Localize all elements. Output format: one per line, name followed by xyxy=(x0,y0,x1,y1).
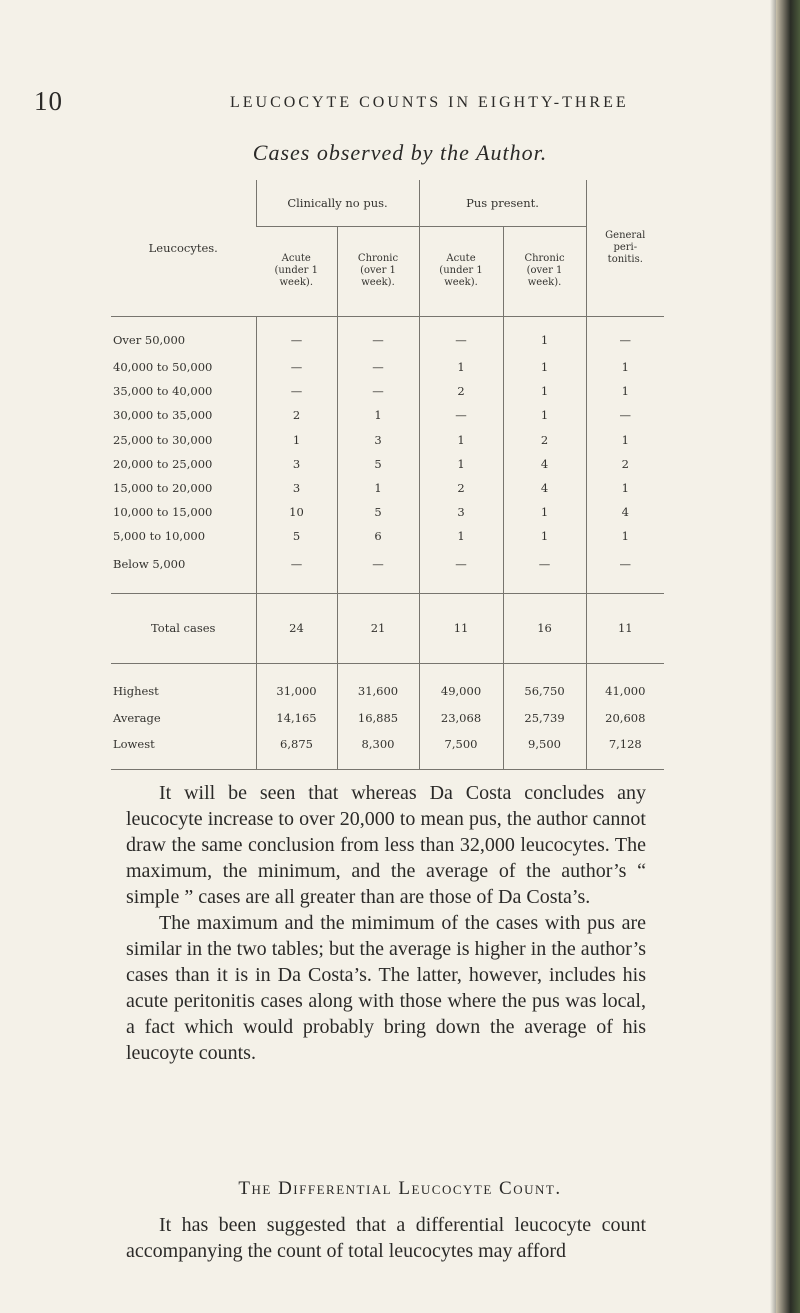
subcol-header xyxy=(503,226,586,316)
page-number: 10 xyxy=(34,86,63,116)
cell: — xyxy=(503,549,586,594)
cell: — xyxy=(337,379,419,403)
stat-row xyxy=(111,706,664,730)
cell: 8,300 xyxy=(337,730,419,769)
page-header xyxy=(34,86,734,120)
table-row xyxy=(111,428,664,452)
cell: 16,885 xyxy=(337,706,419,730)
cell: — xyxy=(337,355,419,379)
cell: 1 xyxy=(503,379,586,403)
subcol-header xyxy=(419,226,503,316)
leucocyte-table xyxy=(111,180,664,770)
section-heading: The Differential Leucocyte Count. xyxy=(238,1178,562,1199)
cell: 4 xyxy=(586,501,664,525)
cell: 41,000 xyxy=(586,664,664,706)
subcol-label: Acute (under 1 week). xyxy=(274,253,318,288)
cell: — xyxy=(586,404,664,428)
cell: 9,500 xyxy=(503,730,586,769)
cell: 1 xyxy=(586,379,664,403)
book-binding-edge xyxy=(776,0,800,1313)
cell: 20,608 xyxy=(586,706,664,730)
paragraph: The maximum and the mimimum of the cases with pus are similar in the two tables; but the average is higher in the author’s cases than it is in Da Costa’s. The latter, however, includes his acute peritonitis cases along with those where the pus was local, a fact which would probably bring down the average of his leucoyte counts. xyxy=(126,912,646,1064)
cell: 1 xyxy=(337,404,419,428)
cell: 25,739 xyxy=(503,706,586,730)
cell: 11 xyxy=(586,594,664,664)
cell: 1 xyxy=(337,476,419,500)
cell: 10 xyxy=(256,501,337,525)
total-label: Total cases xyxy=(111,594,256,664)
cell: 5 xyxy=(337,452,419,476)
body-text xyxy=(126,780,646,1066)
running-head: LEUCOCYTE COUNTS IN EIGHTY-THREE xyxy=(230,94,629,111)
subcol-label: Acute (under 1 week). xyxy=(439,253,483,288)
cell: 5 xyxy=(256,525,337,549)
subcol-label: Chronic (over 1 week). xyxy=(524,253,565,288)
cell: — xyxy=(586,316,664,355)
binding-shadow xyxy=(770,0,776,1313)
col-header-general-label: General peri- tonitis. xyxy=(605,229,646,265)
cell: 1 xyxy=(419,525,503,549)
group-header-no-pus: Clinically no pus. xyxy=(256,180,419,226)
total-row xyxy=(111,594,664,664)
row-header-cell xyxy=(111,180,256,316)
table-row xyxy=(111,501,664,525)
table-row xyxy=(111,452,664,476)
cell: 4 xyxy=(503,452,586,476)
row-label: 15,000 to 20,000 xyxy=(113,480,213,495)
cell: 56,750 xyxy=(503,664,586,706)
cell: — xyxy=(337,549,419,594)
cell: 1 xyxy=(586,428,664,452)
row-label: 5,000 to 10,000 xyxy=(113,529,206,544)
cell: 1 xyxy=(419,355,503,379)
cell: 49,000 xyxy=(419,664,503,706)
row-label: 30,000 to 35,000 xyxy=(113,408,213,423)
group-header-pus: Pus present. xyxy=(419,180,586,226)
cell: 2 xyxy=(419,379,503,403)
row-label: 40,000 to 50,000 xyxy=(113,359,213,374)
subcol-header xyxy=(337,226,419,316)
row-label: 25,000 to 30,000 xyxy=(113,432,213,447)
cell: — xyxy=(586,549,664,594)
cell: 1 xyxy=(419,428,503,452)
cell: 31,000 xyxy=(256,664,337,706)
row-label: Below 5,000 xyxy=(113,556,186,571)
table-row xyxy=(111,316,664,355)
cell: 1 xyxy=(586,525,664,549)
cell: 23,068 xyxy=(419,706,503,730)
cell: 1 xyxy=(586,476,664,500)
stat-row xyxy=(111,664,664,706)
cell: 5 xyxy=(337,501,419,525)
cell: — xyxy=(419,404,503,428)
cell: 24 xyxy=(256,594,337,664)
cell: 2 xyxy=(586,452,664,476)
col-header-general xyxy=(586,180,664,316)
cell: — xyxy=(337,316,419,355)
cell: 31,600 xyxy=(337,664,419,706)
cell: 2 xyxy=(419,476,503,500)
table-row xyxy=(111,404,664,428)
cell: 3 xyxy=(256,452,337,476)
row-label: Highest xyxy=(111,664,256,706)
table-row xyxy=(111,476,664,500)
cell: 1 xyxy=(503,316,586,355)
cell: 14,165 xyxy=(256,706,337,730)
cell: — xyxy=(256,355,337,379)
cell: 1 xyxy=(503,355,586,379)
table-row xyxy=(111,525,664,549)
cell: 1 xyxy=(503,525,586,549)
cell: 1 xyxy=(419,452,503,476)
row-label: 35,000 to 40,000 xyxy=(113,384,213,399)
cell: 7,128 xyxy=(586,730,664,769)
cell: 1 xyxy=(256,428,337,452)
cell: — xyxy=(419,549,503,594)
row-label: Over 50,000 xyxy=(113,333,186,348)
cell: 4 xyxy=(503,476,586,500)
cell: 1 xyxy=(503,501,586,525)
cell: 11 xyxy=(419,594,503,664)
cell: 2 xyxy=(503,428,586,452)
cell: 6 xyxy=(337,525,419,549)
row-label: Average xyxy=(113,710,161,725)
row-label: 10,000 to 15,000 xyxy=(113,505,213,520)
paragraph: It will be seen that whereas Da Costa concludes any leucocyte increase to over 20,000 to mean pus, the author cannot draw the same conclusion from less than 32,000 leucocytes. The maximum, the minimum, and the average of the author’s “ simple ” cases are all greater than are those of Da Costa’s. xyxy=(126,782,646,908)
paragraph: It has been suggested that a differential leucocyte count accompanying the count of total leucocytes may afford xyxy=(126,1214,646,1262)
cell: 2 xyxy=(256,404,337,428)
cell: 3 xyxy=(337,428,419,452)
table-caption: Cases observed by the Author. xyxy=(252,140,548,165)
row-header: Leucocytes. xyxy=(148,240,218,255)
subcol-label: Chronic (over 1 week). xyxy=(357,253,399,288)
cell: — xyxy=(419,316,503,355)
cell: 3 xyxy=(256,476,337,500)
cell: 16 xyxy=(503,594,586,664)
subcol-header xyxy=(256,226,337,316)
table-row xyxy=(111,549,664,594)
cell: — xyxy=(256,316,337,355)
stat-row xyxy=(111,730,664,769)
row-label: 20,000 to 25,000 xyxy=(113,456,213,471)
cell: — xyxy=(256,549,337,594)
cell: 6,875 xyxy=(256,730,337,769)
cell: 1 xyxy=(586,355,664,379)
cell: 3 xyxy=(419,501,503,525)
cell: 1 xyxy=(503,404,586,428)
table-row xyxy=(111,379,664,403)
row-label: Lowest xyxy=(113,737,155,752)
cell: — xyxy=(256,379,337,403)
table-row xyxy=(111,355,664,379)
cell: 7,500 xyxy=(419,730,503,769)
cell: 21 xyxy=(337,594,419,664)
